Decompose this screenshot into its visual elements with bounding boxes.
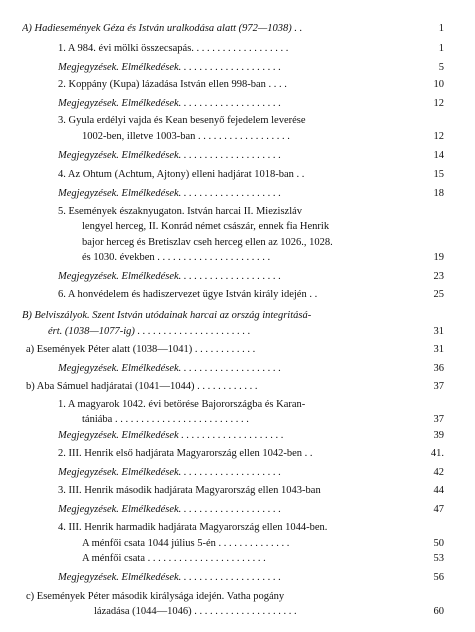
toc-entry (0, 205, 475, 219)
toc-entry-title: Megjegyzések. Elmélkedések. . . . . . . . . . . . . . . . . . . . (58, 150, 282, 161)
toc-entry (0, 149, 475, 163)
toc-entry (0, 42, 475, 56)
toc-entry (0, 484, 475, 498)
toc-entry (0, 220, 475, 234)
toc-entry (0, 114, 475, 128)
toc-page-number: 12 (433, 98, 444, 109)
toc-entry (0, 605, 475, 619)
toc-entry (0, 521, 475, 535)
toc-entry-title: 1. A magyarok 1042. évi betörése Bajorországba és Karan- (58, 399, 306, 410)
toc-entry (0, 537, 475, 551)
toc-entry (0, 466, 475, 480)
toc-entry-title: Megjegyzések. Elmélkedések. . . . . . . . . . . . . . . . . . . . (58, 62, 282, 73)
toc-entry-title: Megjegyzések. Elmélkedések. . . . . . . . . . . . . . . . . . . . (58, 363, 282, 374)
toc-entry-title: 3. Gyula erdélyi vajda és Kean besenyő fejedelem leverése (58, 115, 306, 126)
toc-entry-title: 1002-ben, illetve 1003-ban . . . . . . . . . . . . . . . . . . (82, 131, 290, 142)
toc-page-number: 42 (433, 467, 444, 478)
toc-page-number: 19 (433, 252, 444, 263)
toc-entry-title: Megjegyzések. Elmélkedések. . . . . . . . . . . . . . . . . . . . (58, 188, 282, 199)
toc-entry (0, 130, 475, 144)
toc-entry (0, 325, 475, 339)
toc-entry-title: a) Események Péter alatt (1038—1041) . . . . . . . . . . . . (26, 344, 256, 355)
toc-page-number: 12 (433, 131, 444, 142)
toc-page-number: 37 (433, 414, 444, 425)
toc-entry-title: Megjegyzések. Elmélkedések. . . . . . . . . . . . . . . . . . . . (58, 98, 282, 109)
toc-entry-title: 4. III. Henrik harmadik hadjárata Magyarország ellen 1044-ben. (58, 522, 328, 533)
toc-entry (0, 61, 475, 75)
toc-page-number: 5 (438, 62, 444, 73)
toc-entry-title: 1. A 984. évi mölki összecsapás. . . . . . . . . . . . . . . . . . . (58, 43, 289, 54)
toc-page-number: 14 (433, 150, 444, 161)
toc-entry-title: ért. (1038—1077-ig) . . . . . . . . . . . . . . . . . . . . . . (48, 326, 251, 337)
toc-entry (0, 590, 475, 604)
toc-page-number: 31 (433, 344, 444, 355)
toc-entry (0, 251, 475, 265)
toc-entry (0, 309, 475, 323)
toc-entry (0, 168, 475, 182)
toc-page-number: 1 (438, 23, 444, 34)
toc-entry-title: Megjegyzések. Elmélkedések. . . . . . . . . . . . . . . . . . . . (58, 271, 282, 282)
toc-page-number: 41. (430, 448, 444, 459)
toc-page-number: 36 (433, 363, 444, 374)
toc-entry-title: 6. A honvédelem és hadiszervezet ügye István király idején . . (58, 289, 318, 300)
toc-entry (0, 97, 475, 111)
toc-page-number: 1 (438, 43, 444, 54)
toc-entry-title: 2. III. Henrik első hadjárata Magyarország ellen 1042-ben . . (58, 448, 313, 459)
toc-entry-title: b) Aba Sámuel hadjáratai (1041—1044) . . . . . . . . . . . . (26, 381, 258, 392)
toc-entry (0, 447, 475, 461)
toc-entry (0, 236, 475, 250)
toc-entry-title: lengyel herceg, II. Konrád német császár, ennek fia Henrik (82, 221, 330, 232)
toc-entry-title: c) Események Péter második királysága idején. Vatha pogány (26, 591, 285, 602)
toc-entry (0, 398, 475, 412)
toc-page-number: 60 (433, 606, 444, 617)
toc-page-number: 10 (433, 79, 444, 90)
toc-entry (0, 503, 475, 517)
toc-entry-title: Megjegyzések. Elmélkedések. . . . . . . . . . . . . . . . . . . . (58, 504, 282, 515)
toc-entry (0, 270, 475, 284)
toc-page-number: 50 (433, 538, 444, 549)
toc-entry-title: 2. Koppány (Kupa) lázadása István ellen 998-ban . . . . (58, 79, 287, 90)
toc-page-number: 18 (433, 188, 444, 199)
toc-entry-title: Megjegyzések. Elmélkedések. . . . . . . . . . . . . . . . . . . . (58, 467, 282, 478)
toc-entry (0, 343, 475, 357)
toc-page-number: 44 (433, 485, 444, 496)
toc-entry (0, 362, 475, 376)
toc-entry-title: Megjegyzések. Elmélkedések. . . . . . . . . . . . . . . . . . . . (58, 572, 282, 583)
toc-entry (0, 413, 475, 427)
toc-page-number: 47 (433, 504, 444, 515)
toc-entry-title: 3. III. Henrik második hadjárata Magyarország ellen 1043-ban (58, 485, 321, 496)
toc-entry (0, 22, 475, 36)
toc-entry-title: tániába . . . . . . . . . . . . . . . . . . . . . . . . . . (82, 414, 249, 425)
toc-page-number: 39 (433, 430, 444, 441)
toc-entry-title: A ménfői csata 1044 július 5-én . . . . . . . . . . . . . . (82, 538, 290, 549)
toc-entry (0, 571, 475, 585)
toc-entry-title: lázadása (1044—1046) . . . . . . . . . . . . . . . . . . . . (94, 606, 297, 617)
toc-page-number: 56 (433, 572, 444, 583)
toc-entry (0, 78, 475, 92)
toc-entry-title: A ménfői csata . . . . . . . . . . . . . . . . . . . . . . . (82, 553, 266, 564)
toc-entry (0, 187, 475, 201)
toc-entry-title: Megjegyzések. Elmélkedések . . . . . . . . . . . . . . . . . . . . (58, 430, 284, 441)
toc-entry-title: A) Hadiesemények Géza és István uralkodása alatt (972—1038) . . (22, 23, 303, 34)
toc-entry-title: 5. Események északnyugaton. István harcai II. Mieziszláv (58, 206, 303, 217)
toc-entry (0, 552, 475, 566)
toc-entry (0, 380, 475, 394)
toc-page-number: 37 (433, 381, 444, 392)
toc-entry-title: 4. Az Ohtum (Achtum, Ajtony) elleni hadjárat 1018-ban . . (58, 169, 305, 180)
toc-entry (0, 288, 475, 302)
toc-page-number: 25 (433, 289, 444, 300)
toc-page-number: 23 (433, 271, 444, 282)
toc-entry-title: B) Belviszályok. Szent István utódainak harcai az ország integritásá- (22, 310, 312, 321)
toc-entry-title: és 1030. években . . . . . . . . . . . . . . . . . . . . . . (82, 252, 271, 263)
toc-entry-title: bajor herceg és Bretiszlav cseh herceg ellen az 1026., 1028. (82, 237, 333, 248)
toc-page-number: 31 (433, 326, 444, 337)
toc-page-number: 15 (433, 169, 444, 180)
toc-page-number: 53 (433, 553, 444, 564)
toc-entry (0, 429, 475, 443)
